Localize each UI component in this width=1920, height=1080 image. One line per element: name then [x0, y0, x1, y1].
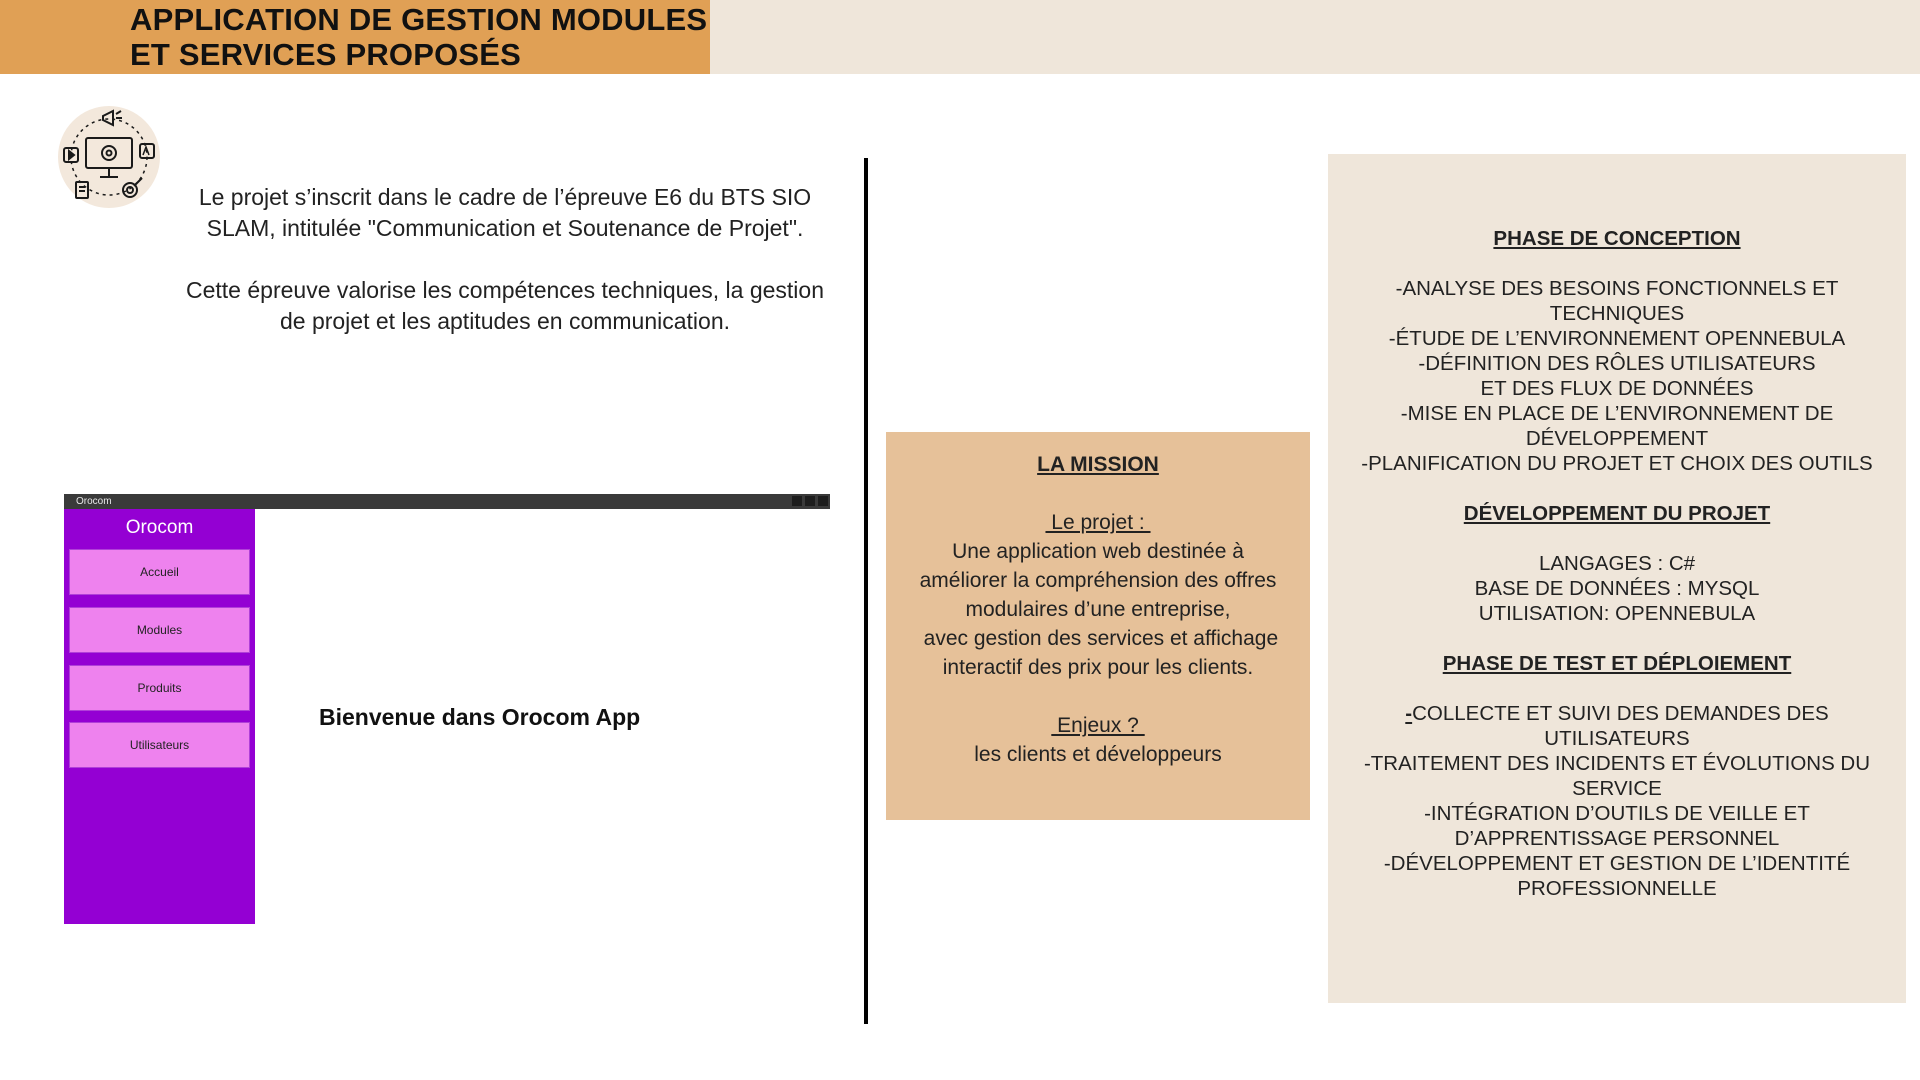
phase-test-heading: PHASE DE TEST ET DÉPLOIEMENT — [1442, 652, 1792, 675]
mission-project-label: Le projet : — [1045, 511, 1151, 534]
app-window-titlebar — [64, 494, 830, 509]
phase-test-dash: - — [1405, 702, 1413, 725]
page-title-line2: ET SERVICES PROPOSÉS — [130, 37, 522, 72]
phase-test-item: -INTÉGRATION D’OUTILS DE VEILLE ET D’APPRENTISSAGE PERSONNEL — [1424, 802, 1810, 850]
mission-project-line: avec gestion des services et affichage — [917, 627, 1279, 650]
nav-button-modules[interactable]: Modules — [69, 607, 250, 653]
intro-text — [180, 182, 830, 368]
page-title — [130, 2, 707, 72]
intro-paragraph-2: Cette épreuve valorise les compétences techniques, la gestion de projet et les aptitudes en communication. — [186, 277, 824, 334]
phase-conception-item: -ANALYSE DES BESOINS FONCTIONNELS ET TECHNIQUES — [1395, 277, 1839, 325]
mission-heading: LA MISSION — [1037, 453, 1159, 476]
app-welcome-text: Bienvenue dans Orocom App — [319, 704, 641, 730]
vertical-divider — [864, 158, 868, 1024]
app-sidebar — [64, 509, 255, 924]
phase-test-item: -TRAITEMENT DES INCIDENTS ET ÉVOLUTIONS DU SERVICE — [1363, 752, 1871, 800]
app-brand: Orocom — [125, 517, 194, 538]
phase-developpement-item: BASE DE DONNÉES : MYSQL — [1474, 577, 1760, 600]
mission-stakes-text: les clients et développeurs — [974, 743, 1222, 766]
phase-conception-heading: PHASE DE CONCEPTION — [1493, 227, 1741, 250]
intro-paragraph-1: Le projet s’inscrit dans le cadre de l’épreuve E6 du BTS SIO SLAM, intitulée "Communication et Soutenance de Projet". — [198, 184, 812, 241]
phases-box — [1328, 154, 1906, 1003]
phase-test-item: -DÉVELOPPEMENT ET GESTION DE L’IDENTITÉ PROFESSIONNELLE — [1383, 852, 1851, 900]
mission-project-line: interactif des prix pour les clients. — [942, 656, 1254, 679]
phase-conception-item: -MISE EN PLACE DE L’ENVIRONNEMENT DE DÉVELOPPEMENT — [1400, 402, 1834, 450]
maximize-icon — [805, 496, 815, 506]
close-icon — [818, 496, 828, 506]
title-strip — [710, 0, 1920, 74]
app-screenshot — [64, 494, 830, 924]
mission-project-line: modulaires d’une entreprise, — [965, 598, 1231, 621]
phase-conception-item: -ÉTUDE DE L’ENVIRONNEMENT OPENNEBULA — [1388, 327, 1846, 350]
phase-conception-item: ET DES FLUX DE DONNÉES — [1480, 377, 1754, 400]
page-title-line1: APPLICATION DE GESTION MODULES — [130, 2, 708, 37]
nav-button-accueil[interactable]: Accueil — [69, 549, 250, 595]
phase-test-item-first — [1336, 701, 1898, 751]
mission-stakes-label: Enjeux ? — [1051, 714, 1145, 737]
phase-conception-item: -DÉFINITION DES RÔLES UTILISATEURS — [1418, 352, 1816, 375]
phase-developpement-heading: DÉVELOPPEMENT DU PROJET — [1463, 502, 1771, 525]
mission-project-line: améliorer la compréhension des offres — [919, 569, 1277, 592]
nav-button-produits[interactable]: Produits — [69, 665, 250, 711]
minimize-icon — [792, 496, 802, 506]
phase-developpement-item: LANGAGES : C# — [1538, 552, 1696, 575]
mission-project-line: Une application web destinée à — [952, 540, 1244, 563]
phase-conception-item: -PLANIFICATION DU PROJET ET CHOIX DES OUTILS — [1361, 452, 1873, 475]
mission-box — [886, 432, 1310, 820]
app-window-title: Orocom — [76, 496, 112, 507]
digital-marketing-icon — [58, 106, 160, 208]
phase-developpement-item: UTILISATION: OPENNEBULA — [1478, 602, 1756, 625]
phase-test-first-text: COLLECTE ET SUIVI DES DEMANDES DES UTILISATEURS — [1412, 702, 1829, 750]
nav-button-utilisateurs[interactable]: Utilisateurs — [69, 722, 250, 768]
